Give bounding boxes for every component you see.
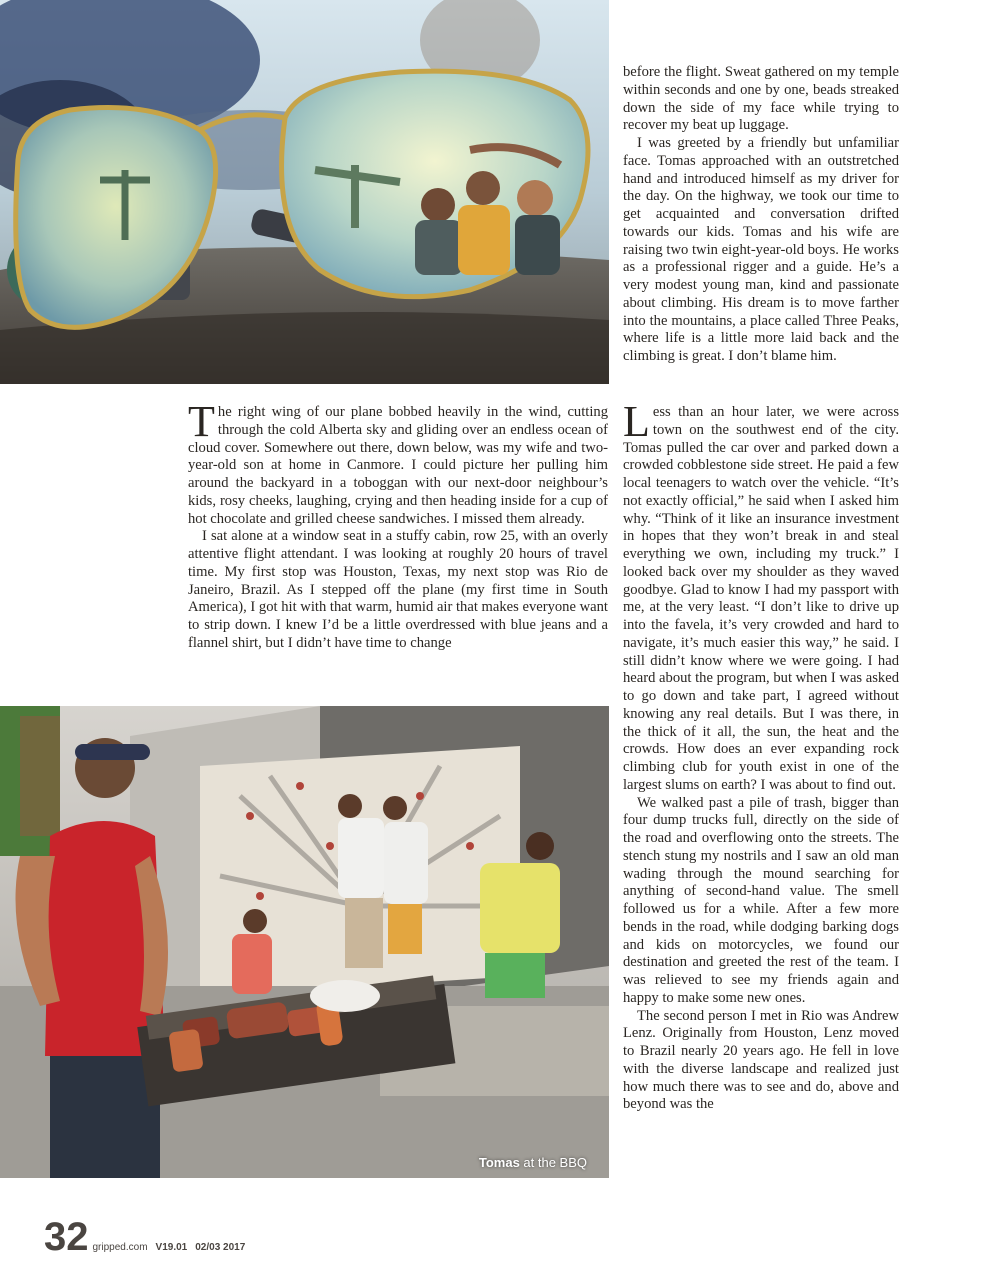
paragraph-with-dropcap	[188, 397, 608, 528]
page-number: 32	[44, 1215, 89, 1259]
folio-meta	[93, 1242, 246, 1253]
right-column-top	[623, 64, 899, 366]
bbq-photo	[0, 706, 609, 1178]
paragraph: before the flight. Sweat gathered on my temple within seconds and one by one, beads streaked down the side of my face while trying to recover my beat up luggage.	[623, 64, 899, 134]
issue-date: 02/03 2017	[195, 1242, 246, 1253]
paragraph: We walked past a pile of trash, bigger than four dump trucks full, directly on the side of the road and overflowing onto the streets. The stench stung my nostrils and I saw an old man wading through the mound searching for anything of second-hand value. The smell followed us for a while. After a few more bends in the road, while dodging barking dogs and kids on motorcycles, we found our destination and greeted the rest of the team. I was relieved to see my friends again and happy to make some new ones.	[623, 794, 899, 1006]
drop-cap: L	[623, 397, 650, 446]
caption-rest: at the BBQ	[519, 1155, 587, 1170]
paragraph-with-dropcap	[623, 397, 899, 795]
right-column-bottom	[623, 397, 899, 1114]
paragraph: I was greeted by a friendly but unfamiliar face. Tomas approached with an outstretched hand and introduced himself as my driver for the day. On the highway, we took our time to get acquainted and conversation drifted towards our kids. Tomas and his wife are raising two twin eight-year-old boys. He works as a professional rigger and a guide. He’s a very modest young man, kind and passionate about climbing. His dream is to move farther into the mountains, a place called Three Peaks, where life is a little more laid back and the climbing is great. I don’t blame him.	[623, 135, 899, 364]
drop-cap: T	[188, 397, 215, 446]
issue-number: V19.01	[155, 1242, 188, 1253]
paragraph: The second person I met in Rio was Andrew Lenz. Originally from Houston, Lenz moved to Brazil nearly 20 years ago. He fell in love with the diverse landscape and realized just how much there was to see and do, above and beyond was the	[623, 1007, 899, 1113]
sunglasses-photo	[0, 0, 609, 384]
photo-caption	[479, 1155, 587, 1170]
site-name: gripped.com	[92, 1242, 148, 1253]
paragraph-text: he right wing of our plane bobbed heavily in the wind, cutting through the cold Alberta sky and gliding over an endless ocean of cloud cover. Somewhere out there, down below, was my wife and two-year-old son at home in Canmore. I could picture her pulling him around the backyard in a toboggan with our next-door neighbour’s kids, rosy cheeks, laughing, crying and then heading inside for a cup of hot chocolate and grilled cheese sandwiches. I missed them already.	[188, 404, 608, 527]
paragraph-text: ess than an hour later, we were across town on the southwest end of the city. Tomas pulled the car over and parked down a crowded cobblestone side street. He paid a few local teenagers to watch over the vehicle. “It’s not exactly official,” he said when I asked him why. “Think of it like an insurance investment in hopes that they won’t break in and steal everything we own, including my truck.” I looked back over my shoulder as they waved goodbye. Glad to know I had my passport with me, at the very least. “I don’t like to drive up into the favela, it’s very crowded and hard to navigate, it’s much easier this way,” he said. I still didn’t know where we were going. I had heard about the program, but when I was asked to go down and take part, I agreed without knowing any real details. But I was there, in the thick of it all, the sun, the heat and the crowds. How does an ever expanding rock climbing club for youth exist in one of the largest slums on earth? I was about to find out.	[623, 404, 899, 793]
page-footer	[44, 1217, 245, 1257]
caption-name: Tomas	[478, 1155, 520, 1170]
left-column	[188, 397, 608, 653]
paragraph: I sat alone at a window seat in a stuffy cabin, row 25, with an overly attentive flight attendant. I was looking at roughly 20 hours of travel time. My first stop was Houston, Texas, my next stop was Rio de Janeiro, Brazil. As I stepped off the plane (my first time in South America), I got hit with that warm, humid air that makes everyone want to strip down. I knew I’d be a little overdressed with blue jeans and a flannel shirt, but I didn’t have time to change	[188, 528, 608, 651]
